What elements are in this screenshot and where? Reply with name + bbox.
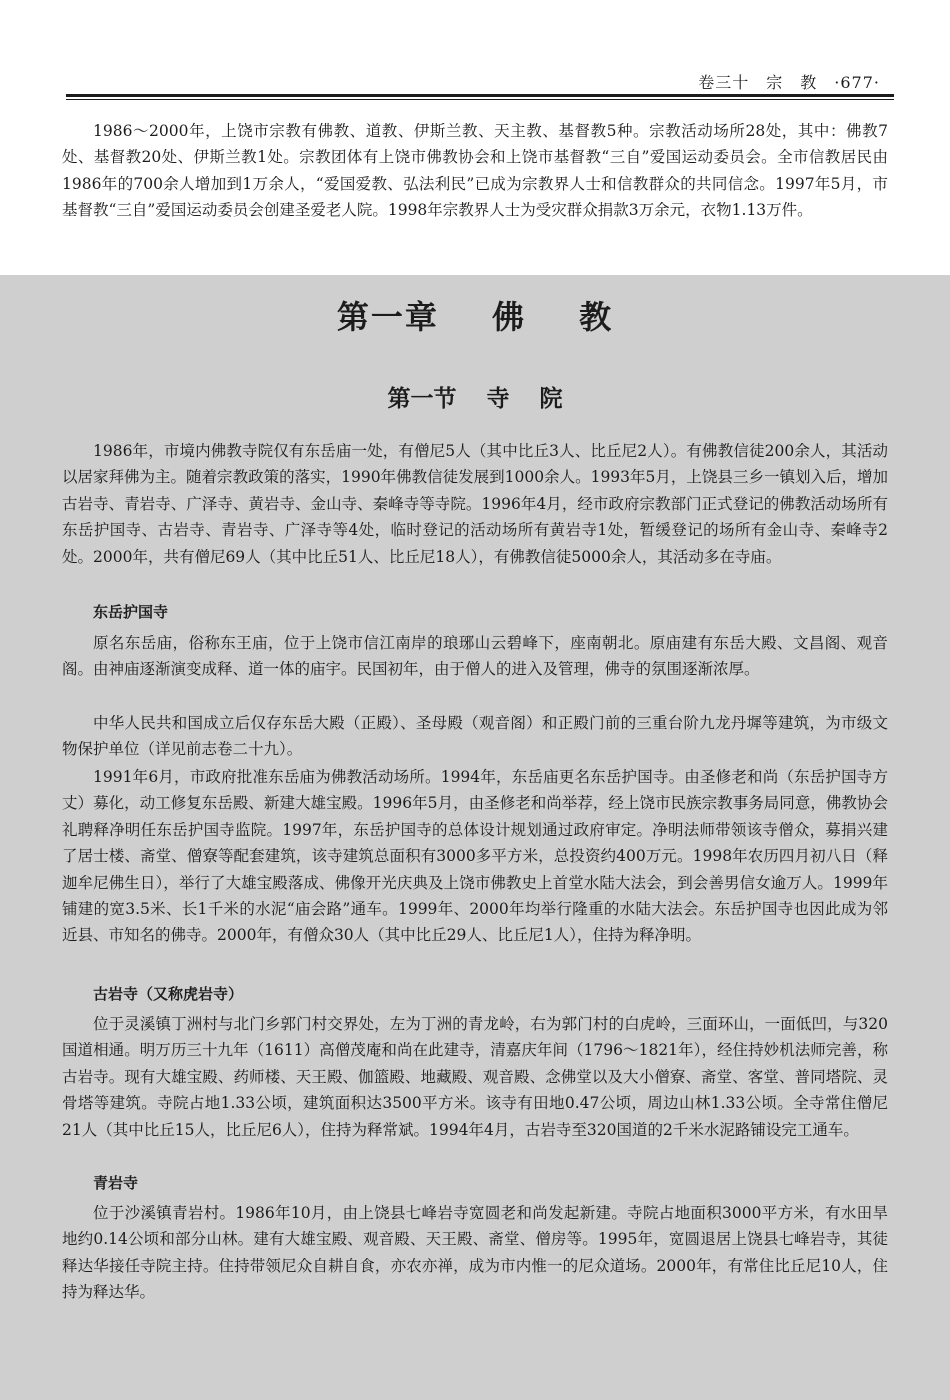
section-title: 第一节 寺 院 [387, 385, 563, 412]
paragraph-overview: 1986年，市境内佛教寺院仅有东岳庙一处，有僧尼5人（其中比丘3人、比丘尼2人）。有佛教信徒200余人，其活动以居家拜佛为主。随着宗教政策的落实，1990年佛教信徒发展到1000余人。1993年5月，上饶县三乡一镇划入后，增加古岩寺、青岩寺、广泽寺、黄岩寺、金山寺、秦峰寺等寺院。1996年4月，经市政府宗教部门正式登记的佛教活动场所有东岳护国寺、古岩寺、青岩寺、广泽寺等4处，临时登记的活动场所有黄岩寺1处，暂缓登记的场所有金山寺、秦峰寺2处。2000年，共有僧尼69人（其中比丘51人、比丘尼18人），有佛教信徒5000余人，其活动多在寺庙。 [62, 442, 888, 566]
paragraph-qingyan-temple: 位于沙溪镇青岩村。1986年10月，由上饶县七峰岩寺宽圆老和尚发起新建。寺院占地面积3000平方米，有水田旱地约0.14公顷和部分山林。建有大雄宝殿、观音殿、天王殿、斋堂、僧房等。1995年，宽圆退居上饶县七峰岩寺，其徒释达华接任寺院主持。住持带领尼众自耕自食，亦农亦禅，成为市内惟一的尼众道场。2000年，有常住比丘尼10人，住持为释达华。 [62, 1204, 888, 1302]
paragraph-dongyue-heritage: 中华人民共和国成立后仅存东岳大殿（正殿）、圣母殿（观音阁）和正殿门前的三重台阶九龙丹墀等建筑，为市级文物保护单位（详见前志卷二十九）。 [62, 714, 888, 759]
header-rule-thick [66, 94, 894, 97]
header-rule-thin [66, 99, 894, 100]
running-head-text: 卷三十 宗 教 ·677· [698, 73, 880, 92]
intro-paragraph: 1986～2000年，上饶市宗教有佛教、道教、伊斯兰教、天主教、基督教5种。宗教活动场所28处，其中：佛教7处、基督教20处、伊斯兰教1处。宗教团体有上饶市佛教协会和上饶市基督教“三自”爱国运动委员会。全市信教居民由1986年的700余人增加到1万余人，“爱国爱教、弘法利民”已成为宗教界人士和信教群众的共同信念。1997年5月，市基督教“三自”爱国运动委员会创建圣爱老人院。1998年宗教界人士为受灾群众捐款3万余元，衣物1.13万件。 [62, 122, 888, 220]
paragraph-guyan-temple: 位于灵溪镇丁洲村与北门乡郭门村交界处，左为丁洲的青龙岭，右为郭门村的白虎岭，三面环山，一面低凹，与320国道相通。明万历三十九年（1611）高僧茂庵和尚在此建寺，清嘉庆年间（1796～1821年），经住持妙机法师完善，称古岩寺。现有大雄宝殿、药师楼、天王殿、伽篮殿、地藏殿、观音殿、念佛堂以及大小僧寮、斋堂、客堂、普同塔院、灵骨塔等建筑。寺院占地1.33公顷，建筑面积达3500平方米。该寺有田地0.47公顷，周边山林1.33公顷。全寺常住僧尼21人（其中比丘15人，比丘尼6人），住持为释常斌。1994年4月，古岩寺至320国道的2千米水泥路铺设完工通车。 [62, 1015, 888, 1139]
subheading-qingyan-temple: 青岩寺 [93, 1174, 139, 1192]
paragraph-dongyue-origin: 原名东岳庙，俗称东王庙，位于上饶市信江南岸的琅琊山云碧峰下，座南朝北。原庙建有东岳大殿、文昌阁、观音阁。由神庙逐渐演变成释、道一体的庙宇。民国初年，由于僧人的进入及管理，佛寺的氛围逐渐浓厚。 [62, 634, 888, 679]
subheading-guyan-temple: 古岩寺（又称虎岩寺） [93, 985, 244, 1003]
running-header [66, 68, 894, 94]
subheading-dongyue-temple: 东岳护国寺 [93, 603, 169, 621]
paragraph-dongyue-history: 1991年6月，市政府批准东岳庙为佛教活动场所。1994年，东岳庙更名东岳护国寺。由圣修老和尚（东岳护国寺方丈）募化，动工修复东岳殿、新建大雄宝殿。1996年5月，由圣修老和尚举荐，经上饶市民族宗教事务局同意，佛教协会礼聘释净明任东岳护国寺监院。1997年，东岳护国寺的总体设计规划通过政府审定。净明法师带领该寺僧众，募捐兴建了居士楼、斋堂、僧寮等配套建筑，该寺建筑总面积有3000多平方米，总投资约400万元。1998年农历四月初八日（释迦牟尼佛生日），举行了大雄宝殿落成、佛像开光庆典及上饶市佛教史上首堂水陆大法会，到会善男信女逾万人。1999年铺建的宽3.5米、长1千米的水泥“庙会路”通车。1999年、2000年均举行隆重的水陆大法会。东岳护国寺也因此成为邻近县、市知名的佛寺。2000年，有僧众30人（其中比丘29人、比丘尼1人），住持为释净明。 [62, 768, 888, 945]
chapter-title: 第一章 佛 教 [336, 298, 614, 336]
